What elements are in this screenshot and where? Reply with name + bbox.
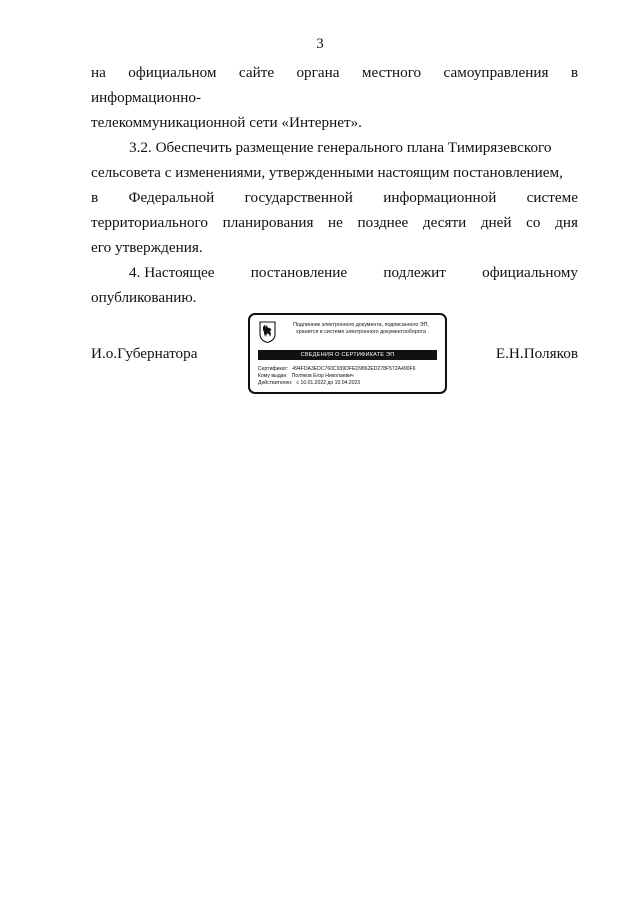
- certificate-note-line-2: хранится в системе электронного документооборота: [296, 329, 426, 335]
- certificate-owner-value: Поляков Егор Николаевич: [291, 373, 354, 379]
- certificate-serial-value: 494FDA3EDC760C939DFED9862ED278F572A490F6: [292, 366, 416, 372]
- certificate-serial-label: Сертификат:: [258, 366, 289, 372]
- paragraph-1-line-1: на официальном сайте органа местного самоуправления в информационно-: [91, 64, 578, 106]
- certificate-validity-row: [258, 380, 444, 387]
- paragraph-3-line-1: [91, 260, 578, 285]
- paragraph-2-cont: [91, 160, 578, 185]
- paragraph-1: [91, 60, 578, 135]
- paragraph-2-end: [91, 235, 578, 260]
- certificate-serial-row: [258, 366, 444, 373]
- certificate-note-line-1: Подлинник электронного документа, подписанного ЭП,: [293, 322, 429, 328]
- certificate-note: [278, 322, 444, 336]
- word: десяти: [422, 214, 467, 231]
- word: в: [91, 189, 99, 206]
- paragraph-3-end: [91, 285, 578, 310]
- paragraph-2-line-5: его утверждения.: [91, 239, 203, 256]
- paragraph-2: [91, 135, 578, 160]
- certificate-owner-label: Кому выдан:: [258, 373, 288, 379]
- word: не: [328, 214, 343, 231]
- word: системе: [526, 189, 578, 206]
- word: государственной: [244, 189, 353, 206]
- word: постановление: [250, 264, 348, 281]
- certificate-owner-row: [258, 373, 444, 380]
- signatory-position: И.о.Губернатора: [91, 345, 198, 362]
- e-signature-certificate-stamp: [248, 313, 447, 394]
- paragraph-2-line-1: 3.2. Обеспечить размещение генерального плана Тимирязевского: [129, 139, 552, 156]
- word: со: [526, 214, 541, 231]
- word: 4. Настоящее: [129, 264, 215, 281]
- document-body: [91, 60, 578, 310]
- word: Федеральной: [128, 189, 215, 206]
- certificate-validity-label: Действителен:: [258, 380, 293, 386]
- word: официальному: [482, 264, 578, 281]
- certificate-details: [258, 366, 444, 387]
- paragraph-2-line-2: сельсовета с изменениями, утвержденными настоящим постановлением,: [91, 164, 563, 181]
- word: позднее: [357, 214, 409, 231]
- paragraph-2-line-4: [91, 210, 578, 235]
- signatory-name: Е.Н.Поляков: [495, 345, 578, 362]
- word: территориального: [91, 214, 208, 231]
- word: дней: [480, 214, 512, 231]
- word: дня: [555, 214, 578, 231]
- certificate-header: СВЕДЕНИЯ О СЕРТИФИКАТЕ ЭП: [258, 350, 437, 360]
- paragraph-2-line-3: [91, 185, 578, 210]
- word: планирования: [222, 214, 314, 231]
- certificate-validity-value: с 10.01.2022 до 10.04.2023: [296, 380, 361, 386]
- paragraph-1-line-2: телекоммуникационной сети «Интернет».: [91, 114, 362, 131]
- page-number: 3: [316, 36, 324, 52]
- word: информационной: [383, 189, 497, 206]
- paragraph-3-line-2: опубликованию.: [91, 289, 197, 306]
- word: подлежит: [383, 264, 446, 281]
- coat-of-arms-icon: [259, 321, 276, 343]
